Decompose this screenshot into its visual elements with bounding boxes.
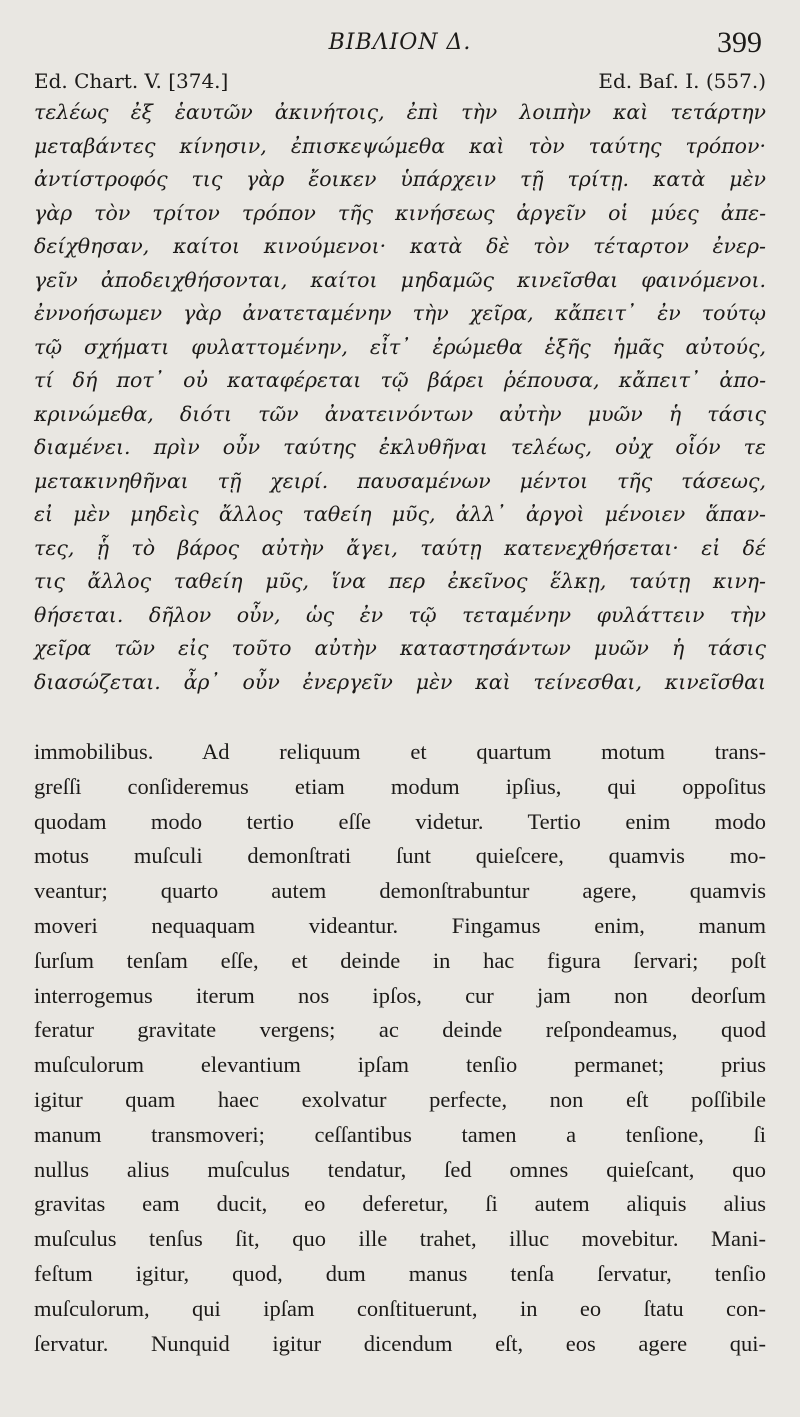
greek-text-line: διαμένει. πρὶν οὖν ταύτης ἐκλυθῆναι τελέως, οὐχ οἷόν τε (34, 435, 766, 459)
greek-text-line: μετακινηθῆναι τῇ χειρί. παυσαμένων μέντοι τῆς τάσεως, (34, 468, 766, 493)
greek-text-line: διασώζεται. ἆρ᾽ οὖν ἐνεργεῖν μὲν καὶ τείνεσθαι, κινεῖσθαι (34, 669, 766, 694)
latin-text-line: interrogemus iterum nos ipſos, cur jam non deorſum (34, 982, 766, 1008)
greek-text-line: τες, ᾗ τὸ βάρος αὐτὴν ἄγει, ταύτῃ κατενεχθήσεται· εἰ δέ (34, 535, 766, 560)
latin-text-line: quodam modo tertio eſſe videtur. Tertio enim modo (34, 808, 766, 834)
latin-text-line: gravitas eam ducit, eo deferetur, ſi autem aliquis alius (34, 1191, 766, 1217)
edition-reference-left: Ed. Chart. V. [374.] (34, 69, 229, 93)
latin-text-line: motus muſculi demonſtrati ſunt quieſcere, quamvis mo- (34, 843, 766, 869)
running-head (34, 24, 766, 64)
edition-reference-right: Ed. Baſ. I. (557.) (598, 69, 766, 93)
latin-text-line: greſſi conſideremus etiam modum ipſius, qui oppoſitus (34, 773, 766, 799)
latin-text-line: veantur; quarto autem demonſtrabuntur agere, quamvis (34, 878, 766, 904)
latin-text-line: ſervatur. Nunquid igitur dicendum eſt, eos agere qui- (34, 1330, 766, 1356)
greek-text-line: θήσεται. δῆλον οὖν, ὡς ἐν τῷ τεταμένην φυλάττειν τὴν (34, 602, 766, 627)
latin-text-line: manum transmoveri; ceſſantibus tamen a tenſione, ſi (34, 1121, 766, 1147)
greek-text-line: ἐννοήσωμεν γὰρ ἀνατεταμένην τὴν χεῖρα, κἄπειτ᾽ ἐν τούτῳ (34, 301, 766, 325)
page-number: 399 (717, 26, 762, 59)
latin-text-line: feratur gravitate vergens; ac deinde reſpondeamus, quod (34, 1017, 766, 1043)
latin-text-line: igitur quam haec exolvatur perfecte, non eſt poſſibile (34, 1086, 766, 1112)
greek-text-line: χεῖρα τῶν εἰς τοῦτο αὐτὴν καταστησάντων μυῶν ἡ τάσις (34, 636, 766, 660)
edition-reference-line (34, 66, 766, 96)
greek-text-line: τις ἄλλος ταθείη μῦς, ἵνα περ ἐκεῖνος ἕλκῃ, ταύτῃ κινη- (34, 569, 766, 593)
greek-text-line: ἀντίστροφός τις γὰρ ἔοικεν ὑπάρχειν τῇ τρίτῃ. κατὰ μὲν (34, 167, 766, 191)
running-title: BIBΛΙΟΝ Δ. (328, 30, 472, 55)
greek-text-line: κρινώμεθα, διότι τῶν ἀνατεινόντων αὐτὴν μυῶν ἡ τάσις (34, 401, 766, 426)
latin-text-line: moveri nequaquam videantur. Fingamus enim, manum (34, 912, 766, 938)
latin-text-line: immobilibus. Ad reliquum et quartum motum trans- (34, 739, 766, 764)
greek-text-block (34, 96, 766, 699)
greek-text-line: δείχθησαν, καίτοι κινούμενοι· κατὰ δὲ τὸν τέταρτον ἐνερ- (34, 234, 766, 258)
latin-text-line: feſtum igitur, quod, dum manus tenſa ſervatur, tenſio (34, 1260, 766, 1286)
greek-text-line: γὰρ τὸν τρίτον τρόπον τῆς κινήσεως ἀργεῖν οἱ μύες ἀπε- (34, 200, 766, 225)
greek-text-line: μεταβάντες κίνησιν, ἐπισκεψώμεθα καὶ τὸν ταύτης τρόπον· (34, 133, 766, 158)
greek-text-line: τελέως ἐξ ἑαυτῶν ἀκινήτοις, ἐπὶ τὴν λοιπὴν καὶ τετάρτην (34, 100, 766, 124)
latin-text-line: nullus alius muſculus tendatur, ſed omnes quieſcant, quo (34, 1156, 766, 1182)
greek-text-line: γεῖν ἀποδειχθήσονται, καίτοι μηδαμῶς κινεῖσθαι φαινόμενοι. (34, 267, 766, 292)
latin-text-line: ſurſum tenſam eſſe, et deinde in hac figura ſervari; poſt (34, 947, 766, 973)
latin-text-line: muſculorum elevantium ipſam tenſio permanet; prius (34, 1052, 766, 1078)
greek-text-line: τί δή ποτ᾽ οὐ καταφέρεται τῷ βάρει ῥέπουσα, κἄπειτ᾽ ἀπο- (34, 368, 766, 392)
greek-text-line: τῷ σχήματι φυλαττομένην, εἶτ᾽ ἐρώμεθα ἑξῆς ἡμᾶς αὐτούς, (34, 334, 766, 359)
latin-text-line: muſculus tenſus ſit, quo ille trahet, illuc movebitur. Mani- (34, 1226, 766, 1252)
greek-text-line: εἰ μὲν μηδεὶς ἄλλος ταθείη μῦς, ἀλλ᾽ ἀργοὶ μένοιεν ἅπαν- (34, 502, 766, 526)
latin-text-line: muſculorum, qui ipſam conſtituerunt, in eo ſtatu con- (34, 1295, 766, 1321)
latin-text-block (34, 735, 766, 1361)
